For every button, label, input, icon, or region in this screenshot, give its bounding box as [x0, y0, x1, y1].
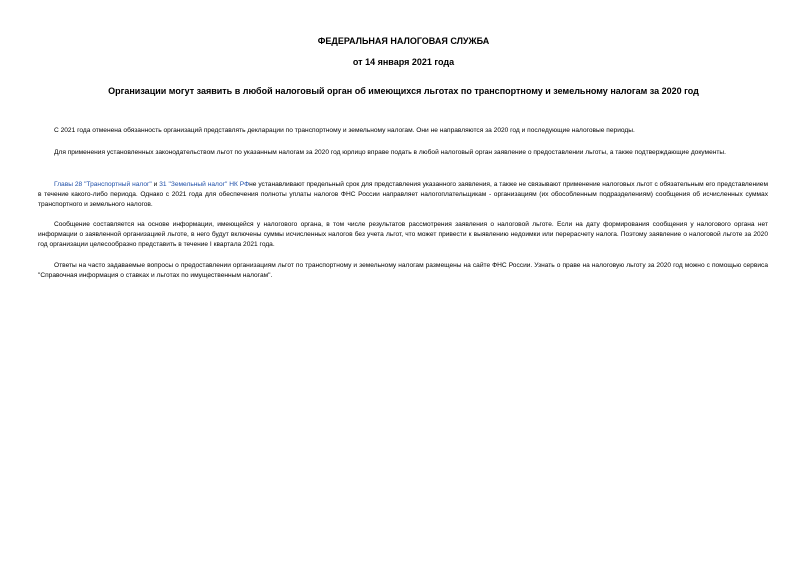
organization-heading: ФЕДЕРАЛЬНАЯ НАЛОГОВАЯ СЛУЖБА [317, 36, 490, 46]
document-title: Организации могут заявить в любой налоговый орган об имеющихся льготах по транспортному и земельному налогам за 2020 год [108, 86, 699, 96]
paragraph-3-text: не устанавливают предельный срок для представления указанного заявления, а также не связывают применение налоговых льгот с обязательным его представлением в течение какого-либо периода. Однако с 2021 года для обеспечения полноты уплаты налогов ФНС России направляет налогоплательщикам - организациям (их обособленным подразделениям) сообщения об исчисленных суммах транспортного и земельного налогов. [38, 181, 768, 208]
document-date: от 14 января 2021 года [352, 57, 455, 67]
paragraph-5: Ответы на часто задаваемые вопросы о предоставлении организациям льгот по транспортному и земельному налогам размещены на сайте ФНС России. Узнать о праве на налоговую льготу за 2020 год можно с помощью сервиса "Справочная информация о ставках и льготах по имущественным налогам". [38, 262, 768, 279]
paragraph-2: Для применения установленных законодательством льгот по указанным налогам за 2020 год юрлицо вправе подать в любой налоговый орган заявление о предоставлении льготы, а также подтверждающие документы. [54, 149, 726, 156]
paragraph-3 [38, 180, 768, 210]
paragraph-1: С 2021 года отменена обязанность организаций представлять декларации по транспортному и земельному налогам. Они не направляются за 2020 год и последующие налоговые периоды. [54, 127, 635, 134]
paragraph-4: Сообщение составляется на основе информации, имеющейся у налогового органа, в том числе результатов рассмотрения заявления о налоговой льготе. Если на дату формирования сообщения у налогового органа нет информации о заявленной организацией льготе, в него будут включены суммы исчисленных налогов без учета льгот, что может привести к выявлению недоимки или перерасчету налога. Поэтому заявление о налоговой льготе за 2020 год организации целесообразно представить в течение I квартала 2021 года. [38, 221, 768, 248]
link-chapter-28[interactable]: Главы 28 "Транспортный налог" [54, 181, 152, 188]
link-chapter-31[interactable]: 31 "Земельный налог" НК РФ [159, 181, 250, 188]
conjunction-text: и [151, 181, 160, 188]
